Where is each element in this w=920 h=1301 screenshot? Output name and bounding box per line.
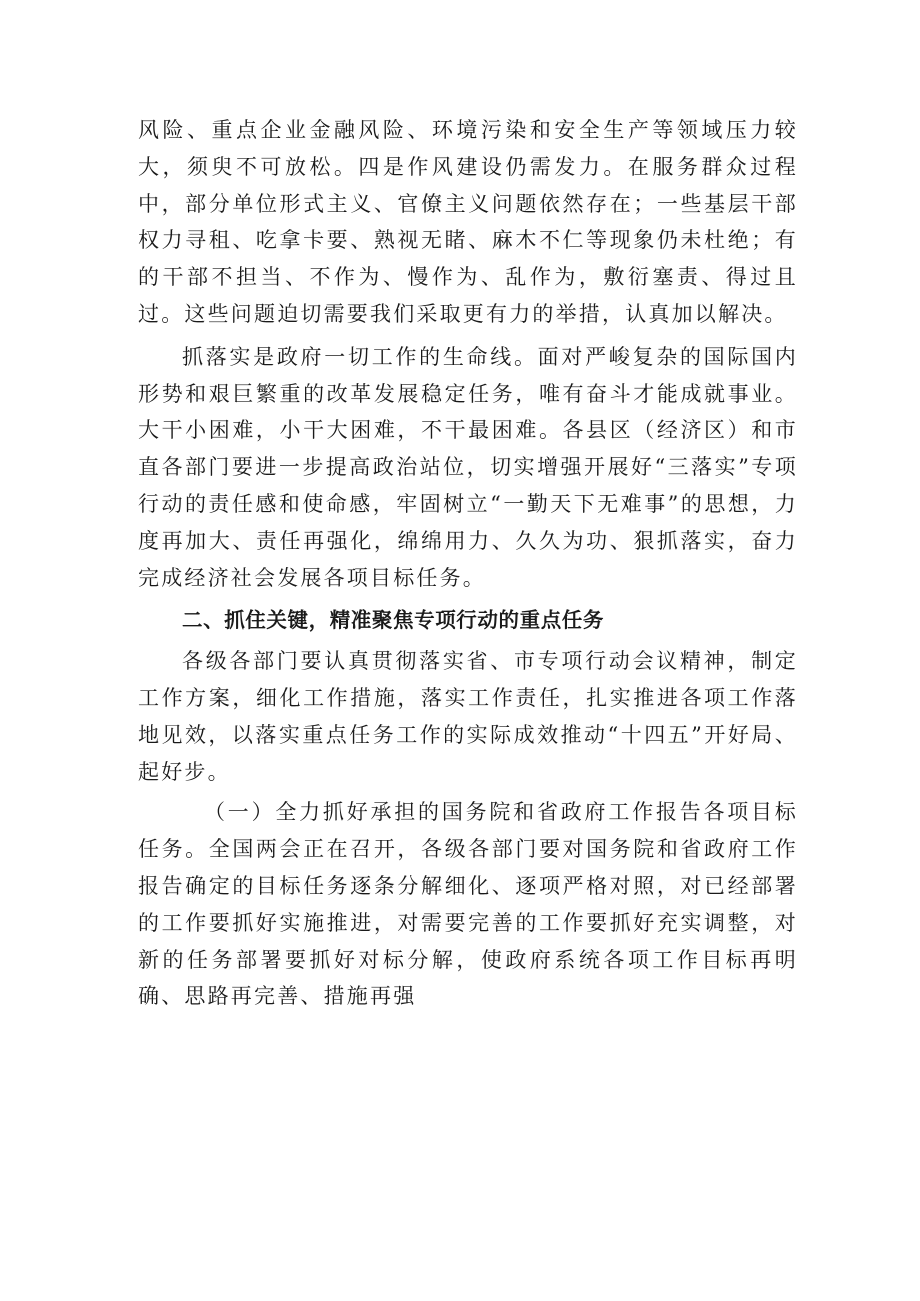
section-heading-two: 二、抓住关键，精准聚焦专项行动的重点任务 (182, 608, 604, 633)
paragraph-task-one: （一）全力抓好承担的国务院和省政府工作报告各项目标任务。全国两会正在召开，各级各部门要对国务院和省政府工作报告确定的目标任务逐条分解细化、逐项严格对照，对已经部署的工作要抓好实施推进，对需要完善的工作要抓好充实调整，对新的任务部署要抓好对标分解，使政府系统各项工作目标再明确、思路再完善、措施再强 (138, 800, 798, 1009)
document-body (138, 112, 798, 1015)
paragraph-risks-continued: 风险、重点企业金融风险、环境污染和安全生产等领域压力较大，须臾不可放松。四是作风建设仍需发力。在服务群众过程中，部分单位形式主义、官僚主义问题依然存在；一些基层干部权力寻租、吃拿卡要、熟视无睹、麻木不仁等现象仍未杜绝；有的干部不担当、不作为、慢作为、乱作为，敷衍塞责、得过且过。这些问题迫切需要我们采取更有力的举措，认真加以解决。 (138, 118, 798, 326)
paragraph-key-tasks: 各级各部门要认真贯彻落实省、市专项行动会议精神，制定工作方案，细化工作措施，落实工作责任，扎实推进各项工作落地见效，以落实重点任务工作的实际成效推动“十四五”开好局、起好步。 (138, 649, 798, 784)
paragraph-implementation: 抓落实是政府一切工作的生命线。面对严峻复杂的国际国内形势和艰巨繁重的改革发展稳定任务，唯有奋斗才能成就事业。大干小困难，小干大困难，不干最困难。各县区（经济区）和市直各部门要进一步提高政治站位，切实增强开展好“三落实”专项行动的责任感和使命感，牢固树立“一勤天下无难事”的思想，力度再加大、责任再强化，绵绵用力、久久为功、狠抓落实，奋力完成经济社会发展各项目标任务。 (138, 344, 798, 590)
